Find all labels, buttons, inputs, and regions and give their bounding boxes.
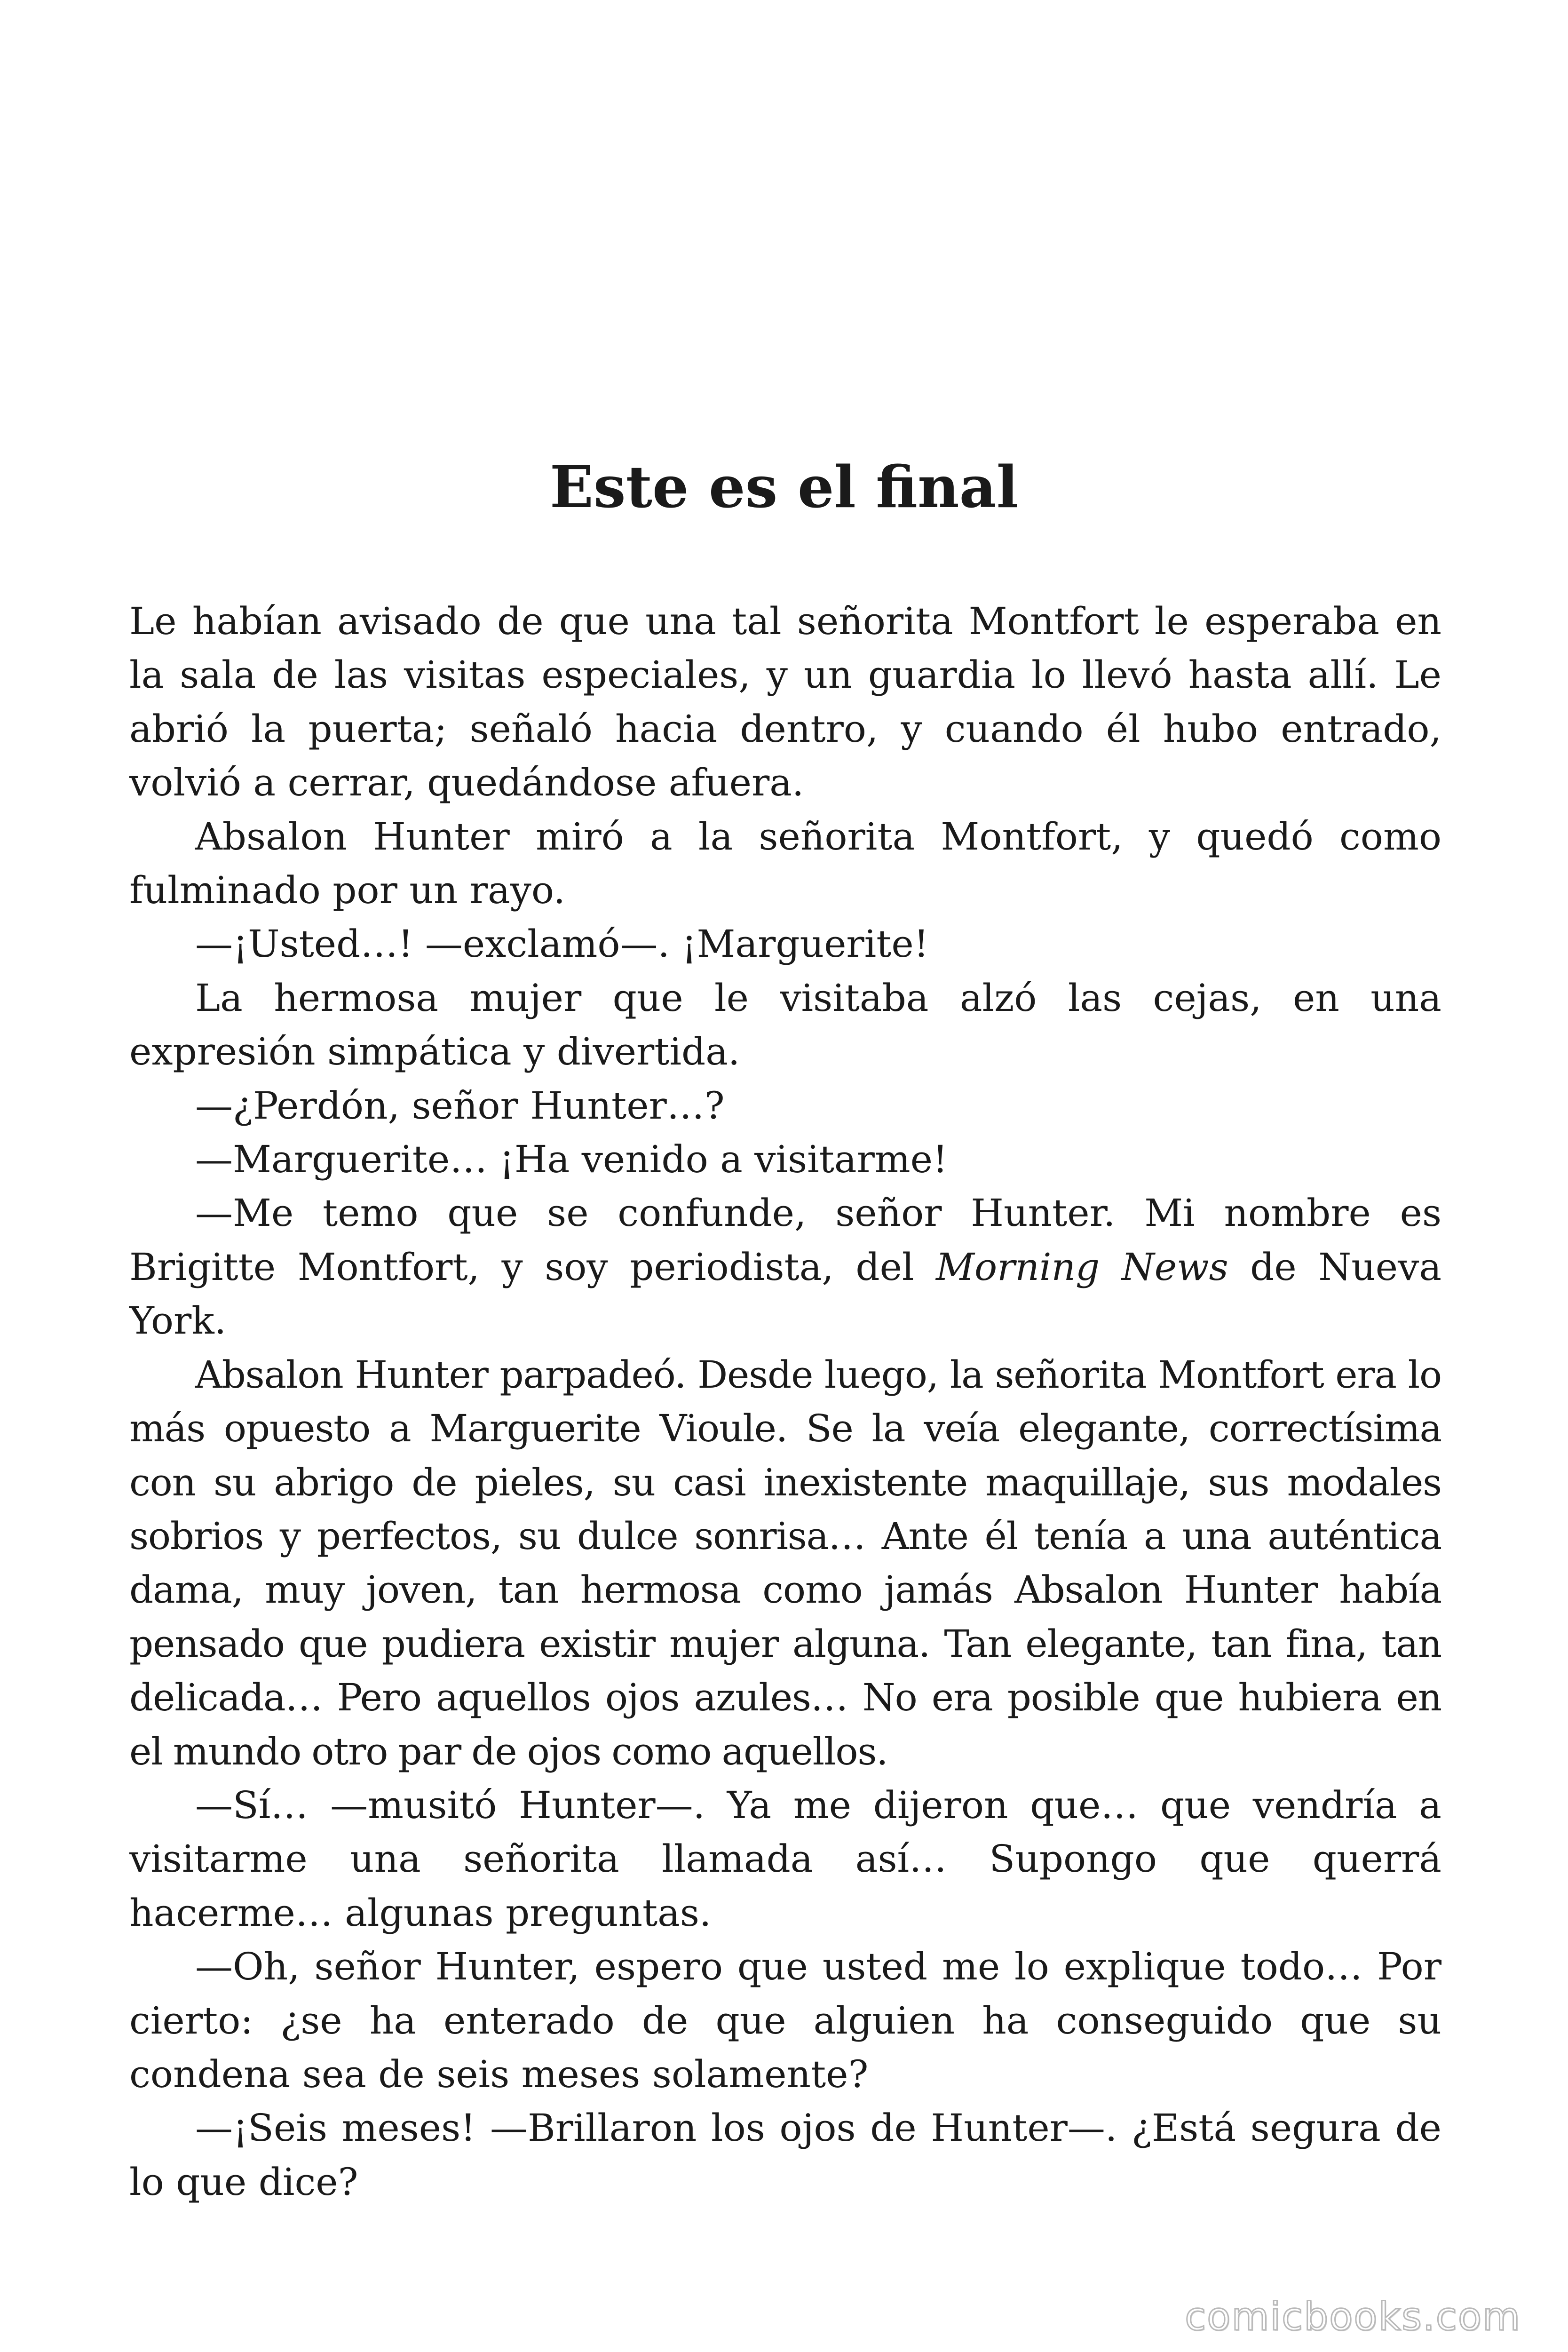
- paragraph: —¿Perdón, señor Hunter…?: [195, 1083, 725, 1128]
- paragraph-text: de Nueva York.: [129, 1245, 1442, 1343]
- paragraph: [129, 1186, 1441, 1348]
- newspaper-title: Morning News: [936, 1245, 1228, 1289]
- paragraph: Le habían avisado de que una tal señorita Montfort le esperaba en la sala de las visitas especiales, y un guardia lo llevó hasta allí. Le abrió la puerta; señaló hacia dentro, y cuando él hubo entrado, volvió a cerrar, quedándose afuera.: [129, 599, 1441, 805]
- chapter-body: [129, 595, 1441, 2209]
- paragraph: —¡Usted…! —exclamó—. ¡Marguerite!: [195, 922, 929, 966]
- paragraph: —Marguerite… ¡Ha venido a visitarme!: [195, 1137, 948, 1182]
- watermark: comicbooks.com: [1185, 2295, 1521, 2339]
- paragraph: Absalon Hunter parpadeó. Desde luego, la señorita Montfort era lo más opuesto a Marguerite Vioule. Se la veía elegante, correctísima con su abrigo de pieles, su casi inexistente maquillaje, sus modales sobrios y perfectos, su dulce sonrisa… Ante él tenía a una auténtica dama, muy joven, tan hermosa como jamás Absalon Hunter había pensado que pudiera existir mujer alguna. Tan elegante, tan fina, tan delicada… Pero aquellos ojos azules… No era posible que hubiera en el mundo otro par de ojos como aquellos.: [129, 1352, 1441, 1773]
- paragraph: —Oh, señor Hunter, espero que usted me lo explique todo… Por cierto: ¿se ha enterado de que alguien ha conseguido que su condena sea de seis meses solamente?: [129, 1945, 1441, 2096]
- chapter-title: Este es el final: [549, 453, 1019, 521]
- paragraph-text: —Me temo que se confunde, señor Hunter. Mi nombre es Brigitte Montfort, y soy periodista, del: [129, 1191, 1441, 1289]
- paragraph: Absalon Hunter miró a la señorita Montfort, y quedó como fulminado por un rayo.: [129, 814, 1441, 913]
- paragraph: —Sí… —musitó Hunter—. Ya me dijeron que… que vendría a visitarme una señorita llamada así… Supongo que querrá hacerme… algunas preguntas.: [129, 1783, 1441, 1935]
- paragraph: —¡Seis meses! —Brillaron los ojos de Hunter—. ¿Está segura de lo que dice?: [129, 2106, 1441, 2204]
- paragraph: La hermosa mujer que le visitaba alzó las cejas, en una expresión simpática y divertida.: [129, 976, 1441, 1074]
